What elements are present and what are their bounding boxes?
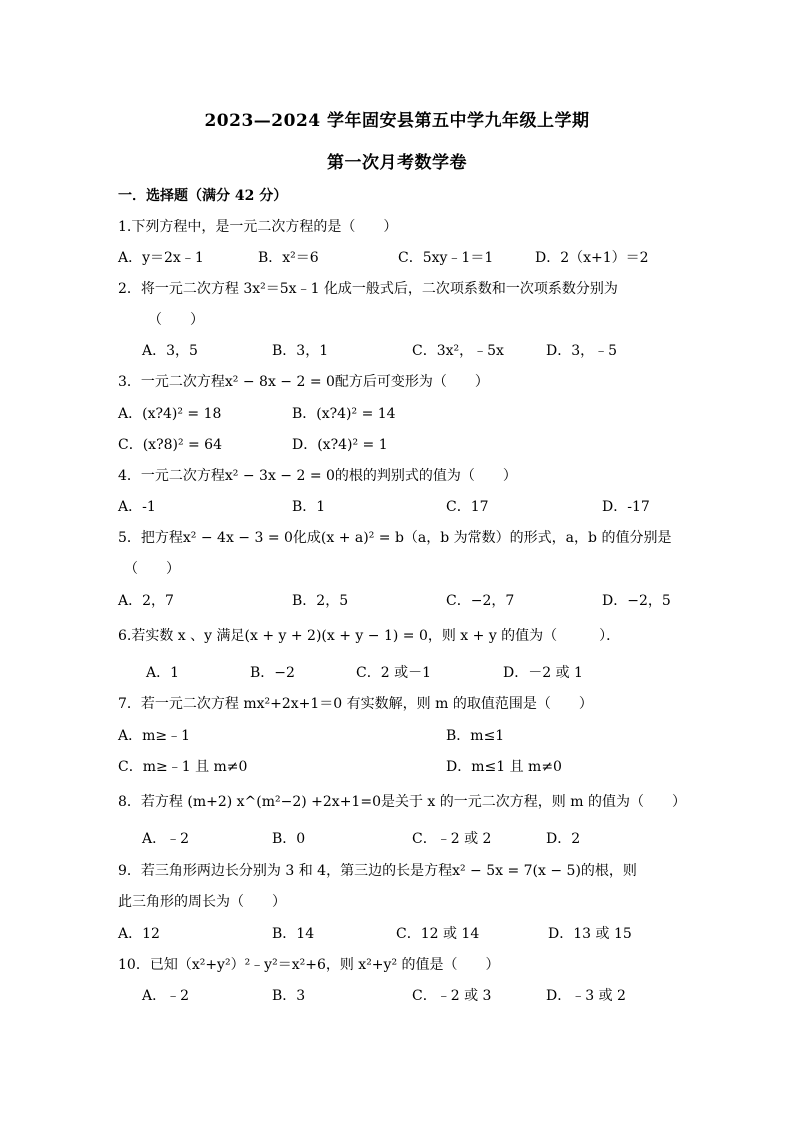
question-6-option-b: B．−2 xyxy=(250,665,295,681)
question-2-option-c: C．3x²，﹣5x xyxy=(412,343,504,359)
question-6-option-a: A．1 xyxy=(146,665,180,681)
question-5-option-c: C．−2，7 xyxy=(446,593,515,609)
question-1-option-c: C．5xy﹣1＝1 xyxy=(398,250,494,266)
question-2-option-a: A．3，5 xyxy=(142,343,198,359)
question-3-option-c: C．(x?8)² = 64 xyxy=(118,437,223,453)
section-heading: 一．选择题（满分 42 分） xyxy=(118,188,288,204)
question-9-stem-cont: 此三角形的周长为（ ） xyxy=(118,894,286,910)
question-4-stem: 4．一元二次方程x² − 3x − 2 = 0的根的判别式的值为（ ） xyxy=(118,468,517,484)
question-2-option-b: B．3，1 xyxy=(272,343,329,359)
question-9-option-a: A．12 xyxy=(118,926,160,942)
question-10-option-b: B．3 xyxy=(272,988,306,1004)
question-7-option-a: A．m≥﹣1 xyxy=(118,728,191,744)
question-1-option-b: B．x²＝6 xyxy=(258,250,319,266)
question-10-option-c: C．﹣2 或 3 xyxy=(412,988,492,1004)
question-7-option-d: D．m≤1 且 m≠0 xyxy=(446,759,562,775)
question-8-option-a: A．﹣2 xyxy=(142,831,190,847)
question-4-option-c: C．17 xyxy=(446,499,489,515)
question-6-option-d: D．－2 或 1 xyxy=(503,665,583,681)
question-3-stem: 3．一元二次方程x² − 8x − 2 = 0配方后可变形为（ ） xyxy=(118,374,489,390)
question-10-option-a: A．﹣2 xyxy=(142,988,190,1004)
question-2-option-d: D．3，﹣5 xyxy=(546,343,618,359)
question-9-option-b: B．14 xyxy=(272,926,315,942)
question-8-option-d: D．2 xyxy=(546,831,581,847)
question-5-stem-cont: （ ） xyxy=(124,561,180,577)
question-9-option-c: C．12 或 14 xyxy=(396,926,480,942)
question-7-option-b: B．m≤1 xyxy=(446,728,505,744)
question-7-option-c: C．m≥﹣1 且 m≠0 xyxy=(118,759,248,775)
question-5-option-b: B．2，5 xyxy=(292,593,349,609)
question-4-option-d: D．-17 xyxy=(602,499,650,515)
question-1-option-d: D．2（x+1）＝2 xyxy=(535,250,649,266)
question-7-stem: 7．若一元二次方程 mx²+2x+1＝0 有实数解，则 m 的取值范围是（ ） xyxy=(118,696,593,712)
question-10-stem: 10．已知（x²+y²）²﹣y²＝x²+6，则 x²+y² 的值是（ ） xyxy=(118,957,500,973)
question-2-stem-cont: （ ） xyxy=(148,312,204,328)
question-10-option-d: D．﹣3 或 2 xyxy=(546,988,626,1004)
question-6-option-c: C．2 或－1 xyxy=(356,665,431,681)
question-2-stem: 2．将一元二次方程 3x²＝5x﹣1 化成一般式后，二次项系数和一次项系数分别为 xyxy=(118,281,618,297)
question-1-option-a: A．y＝2x﹣1 xyxy=(118,250,204,266)
question-5-stem: 5．把方程x² − 4x − 3 = 0化成(x + a)² = b（a，b 为常数）的形式，a，b 的值分别是 xyxy=(118,530,672,546)
question-9-stem: 9．若三角形两边长分别为 3 和 4，第三边的长是方程x² − 5x = 7(x − 5)的根，则 xyxy=(118,863,637,879)
question-1-stem: 1.下列方程中，是一元二次方程的是（ ） xyxy=(118,219,398,235)
question-5-option-a: A．2，7 xyxy=(118,593,174,609)
exam-title-line2: 第一次月考数学卷 xyxy=(327,153,467,173)
question-4-option-a: A．-1 xyxy=(118,499,156,515)
question-8-option-c: C．﹣2 或 2 xyxy=(412,831,492,847)
question-3-option-a: A．(x?4)² = 18 xyxy=(118,406,222,422)
question-9-option-d: D．13 或 15 xyxy=(548,926,632,942)
question-3-option-d: D．(x?4)² = 1 xyxy=(292,437,388,453)
question-8-option-b: B．0 xyxy=(272,831,306,847)
question-6-stem: 6.若实数 x 、y 满足(x + y + 2)(x + y − 1) = 0，则 x + y 的值为（ ）． xyxy=(118,628,621,644)
exam-title-line1: 2023—2024 学年固安县第五中学九年级上学期 xyxy=(204,111,590,131)
question-5-option-d: D．−2，5 xyxy=(602,593,671,609)
question-3-option-b: B．(x?4)² = 14 xyxy=(292,406,396,422)
question-8-stem: 8．若方程 (m+2) x^(m²−2) +2x+1=0是关于 x 的一元二次方程，则 m 的值为（ ） xyxy=(118,794,686,810)
question-4-option-b: B．1 xyxy=(292,499,326,515)
